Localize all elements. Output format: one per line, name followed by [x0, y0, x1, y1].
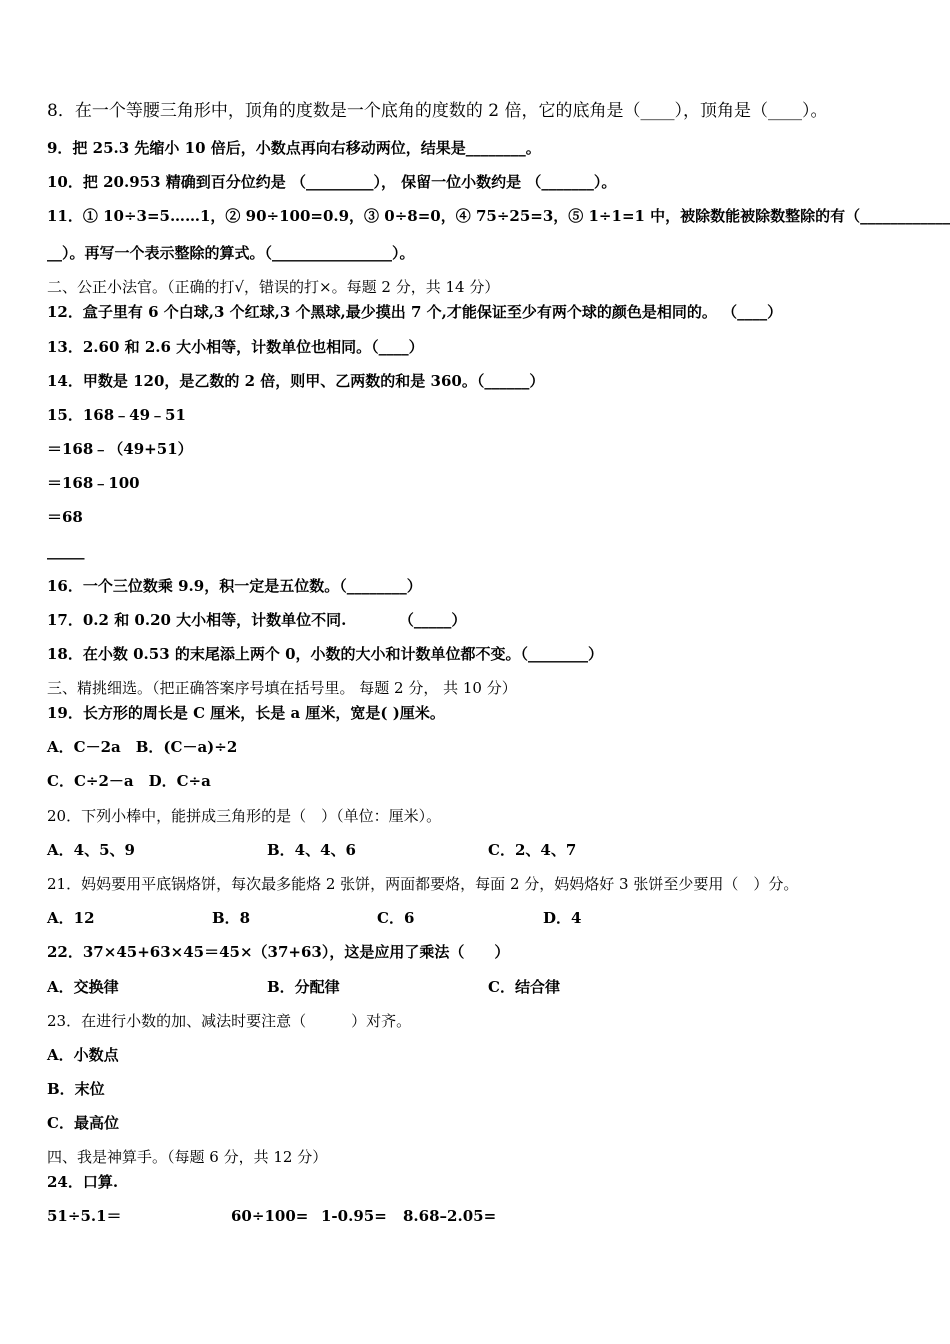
question-22: 22．37×45+63×45＝45×（37+63），这是应用了乘法（ ）	[47, 943, 510, 961]
question-9: 9．把 25.3 先缩小 10 倍后，小数点再向右移动两位，结果是________。	[47, 139, 541, 157]
question-21-option-c: C．6	[377, 909, 415, 927]
question-12: 12．盒子里有 6 个白球,3 个红球,3 个黑球,最少摸出 7 个,才能保证至少有两个球的颜色是相同的。 （____）	[47, 303, 783, 321]
question-24-calc-2: 60÷100=	[231, 1207, 309, 1225]
question-23-option-c: C．最高位	[47, 1114, 119, 1132]
question-14: 14．甲数是 120，是乙数的 2 倍，则甲、乙两数的和是 360。（______）	[47, 372, 545, 390]
question-11-line-2: __）。再写一个表示整除的算式。（________________）。	[47, 244, 415, 262]
section-4-heading: 四、我是神算手。（每题 6 分，共 12 分）	[47, 1148, 328, 1166]
question-24-calc-4: 8.68–2.05=	[403, 1207, 497, 1225]
question-15-answer-blank: _____	[47, 542, 85, 560]
question-20-option-b: B．4、4、6	[267, 841, 356, 859]
question-24-calc-1: 51÷5.1＝	[47, 1207, 122, 1225]
question-23: 23．在进行小数的加、减法时要注意（ ）对齐。	[47, 1012, 412, 1030]
question-21-option-a: A．12	[47, 909, 95, 927]
question-15: 15．168﹣49﹣51	[47, 406, 186, 424]
question-19-options-cd: C．C÷2－a D．C÷a	[47, 772, 211, 790]
question-10: 10．把 20.953 精确到百分位约是 （_________）， 保留一位小数约是 （_______）。	[47, 173, 617, 191]
question-16: 16．一个三位数乘 9.9，积一定是五位数。（________）	[47, 577, 422, 595]
question-19: 19．长方形的周长是 C 厘米，长是 a 厘米，宽是( )厘米。	[47, 704, 445, 722]
question-23-option-a: A．小数点	[47, 1046, 119, 1064]
question-21-option-d: D．4	[543, 909, 582, 927]
question-11-line-1: 11．① 10÷3=5……1，② 90÷100=0.9，③ 0÷8=0，④ 75÷25=3，⑤ 1÷1=1 中，被除数能被除数整除的有（____________	[47, 207, 950, 225]
question-15-step-3: ＝68	[47, 508, 83, 526]
question-22-option-a: A．交换律	[47, 978, 119, 996]
question-17: 17．0.2 和 0.20 大小相等，计数单位不同. （_____）	[47, 611, 467, 629]
question-18: 18．在小数 0.53 的末尾添上两个 0，小数的大小和计数单位都不变。（________）	[47, 645, 604, 663]
question-20-option-c: C．2、4、7	[488, 841, 577, 859]
question-13: 13．2.60 和 2.6 大小相等，计数单位也相同。（____）	[47, 338, 424, 356]
question-20-option-a: A．4、5、9	[47, 841, 135, 859]
question-21: 21．妈妈要用平底锅烙饼，每次最多能烙 2 张饼，两面都要烙，每面 2 分，妈妈烙好 3 张饼至少要用（ ）分。	[47, 875, 799, 893]
section-2-heading: 二、公正小法官。（正确的打√，错误的打×。每题 2 分，共 14 分）	[47, 278, 500, 296]
question-24-calc-3: 1-0.95=	[321, 1207, 387, 1225]
question-24: 24．口算.	[47, 1173, 119, 1191]
question-22-option-c: C．结合律	[488, 978, 560, 996]
question-15-step-1: ＝168﹣（49+51）	[47, 440, 193, 458]
question-8: 8．在一个等腰三角形中，顶角的度数是一个底角的度数的 2 倍，它的底角是（____），顶角是（____）。	[47, 101, 828, 121]
question-21-option-b: B．8	[212, 909, 251, 927]
question-15-step-2: ＝168﹣100	[47, 474, 140, 492]
question-19-options-ab: A．C－2a B．(C－a)÷2	[47, 738, 238, 756]
question-20: 20．下列小棒中，能拼成三角形的是（ ）（单位：厘米）。	[47, 807, 442, 825]
section-3-heading: 三、精挑细选。（把正确答案序号填在括号里。 每题 2 分， 共 10 分）	[47, 679, 517, 697]
question-22-option-b: B．分配律	[267, 978, 340, 996]
question-23-option-b: B．末位	[47, 1080, 105, 1098]
